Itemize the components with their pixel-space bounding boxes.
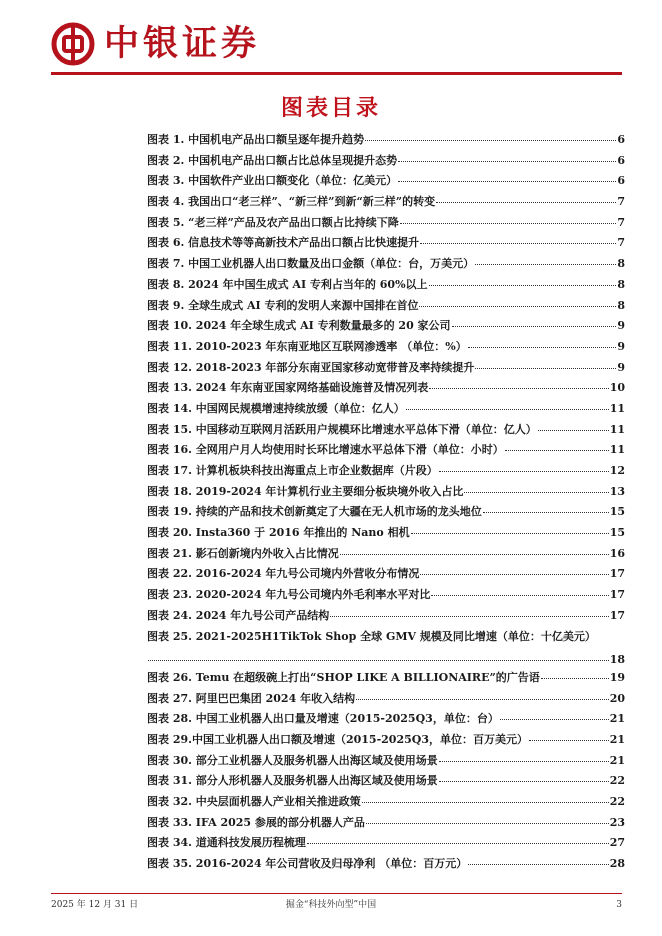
toc-entry-leader-dots: [398, 174, 616, 182]
toc-entry[interactable]: [147, 547, 625, 568]
toc-entry-page: 11: [609, 422, 625, 436]
toc-entry-label: 图表 22. 2016-2024 年九号公司境内外营收分布情况: [147, 567, 420, 581]
toc-entry-leader-dots: [420, 567, 608, 575]
toc-entry[interactable]: [147, 402, 625, 423]
toc-entry[interactable]: [147, 319, 625, 340]
toc-entry-leader-dots: [468, 857, 608, 865]
footer-divider: [51, 893, 622, 894]
toc-entry-page: 12: [609, 464, 625, 477]
toc-entry-leader-dots: [475, 361, 616, 369]
toc-title: 图表目录: [280, 95, 381, 121]
toc-entry-page: 20: [609, 691, 625, 705]
toc-entry-leader-dots: [406, 402, 609, 410]
toc-entry[interactable]: [147, 340, 625, 361]
toc-entry-page: 7: [617, 195, 625, 209]
toc-entry-label: 图表 30. 部分工业机器人及服务机器人出海区域及使用场景: [147, 753, 438, 767]
toc-entry-page: 8: [617, 298, 625, 312]
toc-entry-page: 6: [617, 174, 625, 188]
toc-entry[interactable]: [147, 526, 625, 547]
toc-entry-label: 图表 23. 2020-2024 年九号公司境内外毛利率水平对比: [147, 588, 431, 602]
footer-title: 掘金“科技外向型”中国: [285, 900, 377, 910]
toc-entry-page: 15: [609, 526, 625, 540]
toc-entry-page: 9: [617, 319, 625, 333]
toc-entry-label: 图表 35. 2016-2024 年公司营收及归母净利 （单位：百万元）: [147, 857, 468, 871]
toc-entry[interactable]: [147, 299, 625, 320]
toc-entry-page: 8: [617, 257, 625, 271]
toc-entry-leader-dots: [475, 257, 616, 265]
toc-entry-leader-dots: [538, 423, 609, 431]
toc-entry[interactable]: [147, 485, 625, 506]
toc-entry-label: 图表 18. 2019-2024 年计算机行业主要细分板块境外收入占比: [147, 484, 464, 498]
toc-entry[interactable]: [147, 133, 625, 154]
toc-entry[interactable]: [147, 174, 625, 195]
page-header: [0, 0, 662, 80]
toc-entry-leader-dots: [148, 651, 609, 661]
toc-entry-leader-dots: [439, 754, 609, 762]
toc-entry[interactable]: [147, 630, 625, 671]
toc-entry-leader-dots: [500, 712, 609, 720]
toc-entry[interactable]: [147, 381, 625, 402]
toc-entry-label: 图表 34. 道通科技发展历程梳理: [147, 836, 306, 850]
toc-list: [147, 133, 625, 878]
toc-entry[interactable]: [147, 857, 625, 878]
toc-entry-leader-dots: [429, 381, 608, 389]
toc-entry-leader-dots: [429, 278, 617, 286]
toc-entry[interactable]: [147, 733, 625, 754]
toc-entry-leader-dots: [431, 588, 608, 596]
toc-entry-label: 图表 15. 中国移动互联网月活跃用户规模环比增速水平总体下滑（单位：亿人）: [147, 422, 537, 436]
toc-entry-leader-dots: [356, 692, 609, 700]
toc-entry-leader-dots: [436, 195, 616, 203]
toc-entry[interactable]: [147, 692, 625, 713]
toc-entry-leader-dots: [307, 836, 609, 844]
toc-entry-page: 17: [609, 567, 625, 581]
toc-entry[interactable]: [147, 588, 625, 609]
toc-entry-label: 图表 26. Temu 在超级碗上打出“SHOP LIKE A BILLIONAIRE”的广告语: [147, 670, 540, 684]
toc-entry-page: 11: [609, 443, 625, 457]
toc-entry[interactable]: [147, 836, 625, 857]
toc-entry-page: 22: [609, 795, 625, 809]
brand-name: 中银证券: [104, 23, 261, 64]
toc-entry-page: 23: [609, 815, 625, 829]
toc-entry[interactable]: [147, 816, 625, 837]
toc-entry-page: 6: [617, 153, 625, 167]
toc-entry-page: 17: [609, 608, 625, 622]
toc-entry-page: 11: [609, 401, 625, 415]
toc-entry-page: 28: [609, 857, 625, 871]
footer-page-number: 3: [616, 900, 622, 910]
toc-entry-label: 图表 13. 2024 年东南亚国家网络基础设施普及情况列表: [147, 381, 429, 395]
toc-entry-leader-dots: [365, 133, 616, 141]
toc-entry[interactable]: [147, 567, 625, 588]
toc-entry-label: 图表 7. 中国工业机器人出口数量及出口金额（单位：台，万美元）: [147, 257, 475, 271]
toc-entry-label: 图表 3. 中国软件产业出口额变化（单位：亿美元）: [147, 174, 398, 188]
bank-of-china-logo-icon: [51, 22, 95, 66]
toc-entry-label: 图表 27. 阿里巴巴集团 2024 年收入结构: [147, 691, 356, 705]
toc-entry-leader-dots: [411, 526, 609, 534]
toc-entry[interactable]: [147, 443, 625, 464]
toc-entry-leader-dots: [468, 340, 617, 348]
toc-entry[interactable]: [147, 774, 625, 795]
toc-entry-label: 图表 14. 中国网民规模增速持续放缓（单位：亿人）: [147, 401, 405, 415]
toc-entry-label: 图表 6. 信息技术等等高新技术产品出口额占比快速提升: [147, 236, 420, 250]
toc-entry-page: 13: [609, 484, 625, 498]
toc-entry[interactable]: [147, 361, 625, 382]
toc-entry[interactable]: [147, 464, 625, 485]
toc-entry-page: 16: [609, 546, 625, 560]
toc-entry-page: 10: [609, 381, 625, 395]
toc-entry-label: 图表 19. 持续的产品和技术创新奠定了大疆在无人机市场的龙头地位: [147, 505, 482, 519]
toc-entry-page: 6: [617, 133, 625, 146]
toc-entry-page: 8: [617, 277, 625, 291]
toc-entry-page: 22: [609, 774, 625, 788]
toc-entry-label: 图表 33. IFA 2025 参展的部分机器人产品: [147, 815, 365, 829]
toc-entry-label: 图表 12. 2018-2023 年部分东南亚国家移动宽带普及率持续提升: [147, 360, 475, 374]
toc-entry[interactable]: [147, 505, 625, 526]
toc-entry-page: 21: [609, 712, 625, 726]
toc-entry[interactable]: [147, 795, 625, 816]
toc-entry-label: 图表 31. 部分人形机器人及服务机器人出海区域及使用场景: [147, 774, 438, 788]
toc-entry[interactable]: [147, 671, 625, 692]
toc-entry[interactable]: [147, 236, 625, 257]
toc-entry-label: 图表 1. 中国机电产品出口额呈逐年提升趋势: [147, 133, 365, 146]
toc-entry[interactable]: [147, 278, 625, 299]
footer-date: 2025 年 12 月 31 日: [51, 900, 139, 910]
toc-entry-label: 图表 24. 2024 年九号公司产品结构: [147, 608, 330, 622]
toc-entry-label: 图表 28. 中国工业机器人出口量及增速（2015-2025Q3，单位：台）: [147, 712, 499, 726]
toc-entry-label: 图表 4. 我国出口“老三样”、“新三样”到新“新三样”的转变: [147, 195, 436, 209]
toc-entry-label: 图表 21. 影石创新境内外收入占比情况: [147, 546, 339, 560]
toc-entry-label: 图表 9. 全球生成式 AI 专利的发明人来源中国排在首位: [147, 298, 419, 312]
toc-entry-label: 图表 11. 2010-2023 年东南亚地区互联网渗透率 （单位：%）: [147, 339, 467, 353]
toc-entry-page: 18: [609, 653, 625, 667]
toc-entry-leader-dots: [419, 299, 616, 307]
header-divider: [51, 72, 622, 75]
toc-entry-page: 21: [609, 753, 625, 767]
toc-entry-leader-dots: [400, 216, 617, 224]
toc-entry-leader-dots: [340, 547, 609, 555]
toc-entry[interactable]: [147, 609, 625, 630]
toc-entry-page: 27: [609, 836, 625, 850]
toc-entry[interactable]: [147, 754, 625, 775]
toc-entry-page: 17: [609, 588, 625, 602]
toc-entry-page: 21: [609, 732, 625, 746]
toc-entry-leader-dots: [398, 154, 616, 162]
toc-entry-label: 图表 5. “老三样”产品及农产品出口额占比持续下降: [147, 215, 399, 229]
toc-entry-label: 图表 2. 中国机电产品出口额占比总体呈现提升态势: [147, 153, 398, 167]
toc-entry-label: 图表 25. 2021-2025H1TikTok Shop 全球 GMV 规模及同比增速（单位：十亿美元）: [147, 629, 596, 643]
toc-entry-page: 15: [609, 505, 625, 519]
toc-entry-leader-dots: [366, 816, 609, 824]
toc-entry-page: 9: [617, 360, 625, 374]
toc-entry-leader-dots: [439, 464, 609, 472]
toc-entry-label: 图表 10. 2024 年全球生成式 AI 专利数量最多的 20 家公司: [147, 319, 451, 333]
toc-entry-page: 9: [617, 339, 625, 353]
toc-entry-leader-dots: [541, 671, 609, 679]
toc-entry-leader-dots: [420, 236, 616, 244]
toc-entry-leader-dots: [505, 443, 609, 451]
toc-entry-leader-dots: [529, 733, 609, 741]
toc-entry-leader-dots: [483, 505, 609, 513]
toc-entry[interactable]: [147, 195, 625, 216]
toc-entry[interactable]: [147, 257, 625, 278]
toc-entry[interactable]: [147, 423, 625, 444]
toc-entry-leader-dots: [330, 609, 608, 617]
toc-entry-label: 图表 20. Insta360 于 2016 年推出的 Nano 相机: [147, 526, 410, 540]
toc-entry-page: 7: [617, 236, 625, 250]
toc-entry[interactable]: [147, 712, 625, 733]
toc-entry-label: 图表 16. 全网用户月人均使用时长环比增速水平总体下滑（单位：小时）: [147, 443, 504, 457]
toc-entry-label: 图表 17. 计算机板块科技出海重点上市企业数据库（片段）: [147, 464, 438, 477]
toc-entry-leader-dots: [362, 795, 609, 803]
toc-entry-leader-dots: [452, 319, 617, 327]
toc-entry[interactable]: [147, 154, 625, 175]
toc-entry-label: 图表 8. 2024 年中国生成式 AI 专利占当年的 60%以上: [147, 277, 428, 291]
toc-entry-page: 19: [609, 670, 625, 684]
toc-entry-label: 图表 29.中国工业机器人出口额及增速（2015-2025Q3，单位：百万美元）: [147, 732, 528, 746]
toc-entry[interactable]: [147, 216, 625, 237]
toc-entry-label: 图表 32. 中央层面机器人产业相关推进政策: [147, 795, 361, 809]
toc-entry-leader-dots: [464, 485, 608, 493]
toc-entry-page: 7: [617, 215, 625, 229]
toc-entry-leader-dots: [439, 774, 609, 782]
